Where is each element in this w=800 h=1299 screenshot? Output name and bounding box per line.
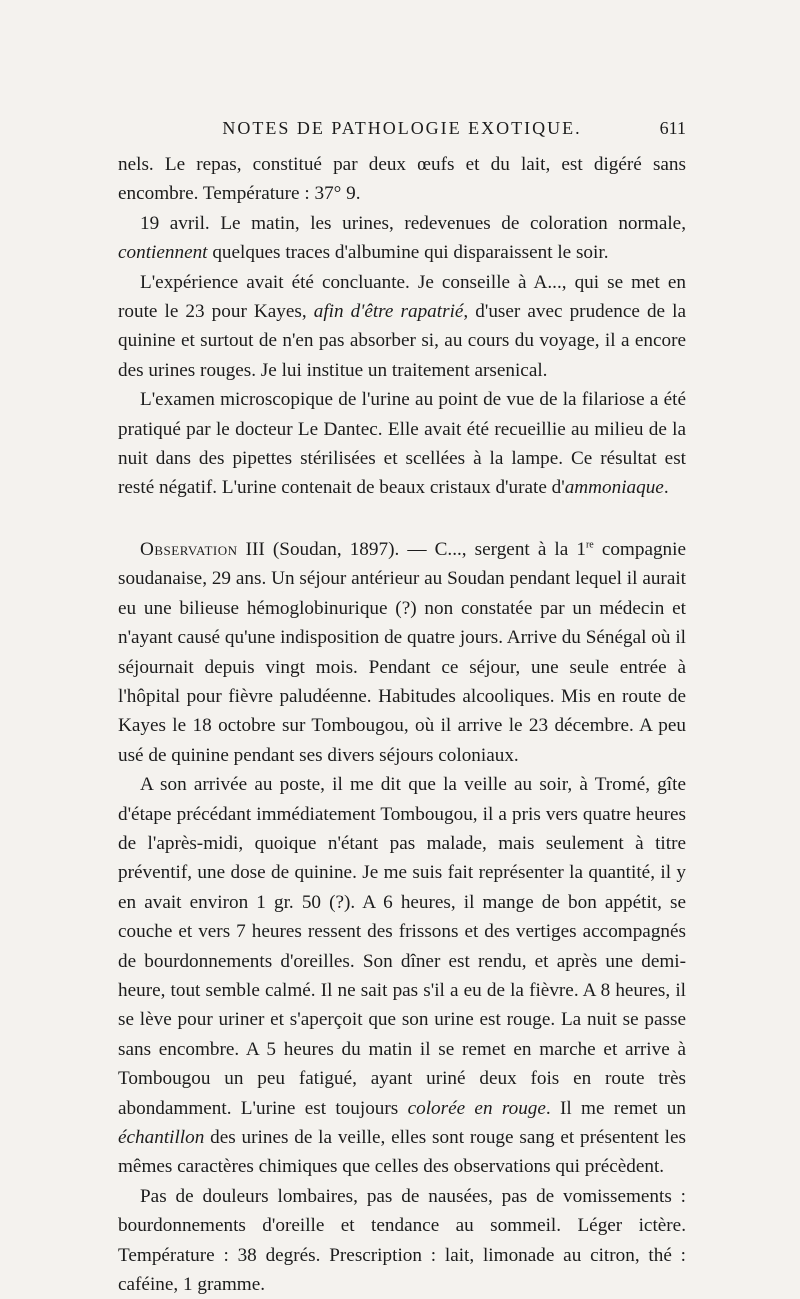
italic-text: échantillon: [118, 1127, 205, 1148]
paragraph: [118, 770, 686, 1182]
body-text: [118, 150, 686, 1299]
text-run: . Il me remet un: [545, 1097, 686, 1119]
running-title: NOTES DE PATHOLOGIE EXOTIQUE.: [222, 118, 582, 138]
text-run: nels. Le repas, constitué par deux œufs et du lait, est digéré sans encombre. Température : 37° 9.: [118, 154, 686, 205]
text-run: III (Soudan, 1897). — C..., sergent à la 1: [237, 538, 586, 560]
text-run: compagnie soudanaise, 29 ans. Un séjour antérieur au Soudan pendant lequel il aurait eu une bilieuse hémoglobinurique (?) non constatée par un médecin et n'ayant causé qu'une indisposition de quatre jours. Arrive du Sénégal où il séjournait depuis vingt mois. Pendant ce séjour, une seule entrée à l'hôpital pour fièvre paludéenne. Habitudes alcooliques. Mis en route de Kayes le 18 octobre sur Tombougou, où il arrive le 23 décembre. A peu usé de quinine pendant ses divers séjours coloniaux.: [118, 538, 686, 766]
page-number: 611: [659, 118, 686, 138]
text-run: L'examen microscopique de l'urine au point de vue de la filariose a été pratiqué par le docteur Le Dantec. Elle avait été recueillie au milieu de la nuit dans des pipettes stérilisées et scellées à la lampe. Ce résultat est resté négatif. L'urine contenait de beaux cristaux d'urate d': [118, 389, 686, 499]
page-header: [118, 118, 686, 144]
paragraph: [118, 150, 686, 209]
paragraph: [118, 385, 686, 503]
text-run: Pas de douleurs lombaires, pas de nausées, pas de vomissements : bourdonnements d'oreille et tendance au sommeil. Léger ictère. Température : 38 degrés. Prescription : lait, limonade au citron, thé : caféine, 1 gramme.: [118, 1185, 686, 1296]
text-run: , d'user avec prudence de la quinine et surtout de n'en pas absorber si, au cours du voyage, il a encore des urines rouges. Je lui institue un traitement arsenical.: [118, 301, 686, 381]
text-run: A son arrivée au poste, il me dit que la veille au soir, à Tromé, gîte d'étape précédant immédiatement Tombougou, il a pris vers quatre heures de l'après-midi, quoique n'étant pas malade, mais seulement à titre préventif, une dose de quinine. Je me suis fait représenter la quantité, il y en avait environ 1 gr. 50 (?). A 6 heures, il mange de bon appétit, se couche et vers 7 heures ressent des frissons et des vertiges accompagnés de bourdonnements d'oreilles. Son dîner est rendu, et après une demi-heure, tout semble calmé. Il ne sait pas s'il a eu de la fièvre. A 8 heures, il se lève pour uriner et s'aperçoit que son urine est rouge. La nuit se passe sans encombre. A 5 heures du matin il se remet en marche et arrive à Tombougou un peu fatigué, ayant uriné deux fois en route très abondamment. L'urine est toujours: [118, 774, 686, 1119]
text-run: .: [663, 477, 669, 499]
paragraph: [118, 535, 686, 770]
paragraph: [118, 268, 686, 386]
italic-text: contiennent: [118, 242, 208, 264]
text-run: L'expérience avait été concluante. Je conseille à A..., qui se met en route le 23 pour Kayes,: [118, 271, 686, 323]
text-run: 19 avril. Le matin, les urines, redevenues de coloration normale,: [140, 212, 686, 234]
text-run: quelques traces d'albumine qui disparaissent le soir.: [207, 242, 609, 264]
section-label: Observation: [140, 538, 238, 560]
italic-text: afin d'être rapatrié: [313, 301, 464, 323]
paragraph: [118, 209, 686, 268]
italic-text: ammoniaque: [564, 477, 664, 499]
superscript: re: [585, 539, 594, 551]
text-run: des urines de la veille, elles sont rouge sang et présentent les mêmes caractères chimiques que celles des observations qui précèdent.: [118, 1127, 686, 1178]
italic-text: colorée en rouge: [407, 1097, 546, 1119]
paragraph: [118, 1182, 686, 1299]
